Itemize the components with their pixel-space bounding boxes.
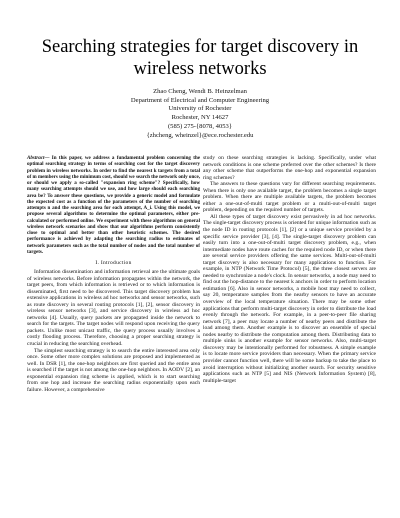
abstract xyxy=(27,155,200,255)
author-phone: (585) 275-{8078, 4053} xyxy=(167,122,233,130)
body-paragraph: study on these searching strategies is lacking. Specifically, under what network conditions is one scheme preferred over the other schemes? Is there any other scheme that outperforms the one-hop and exponential expansion ring schemes? xyxy=(203,155,376,181)
left-column xyxy=(27,155,200,393)
paper-title: Searching strategies for target discovery in wireless networks xyxy=(41,37,359,79)
right-column xyxy=(203,155,376,384)
author-names: Zhao Cheng, Wendi B. Heinzelman xyxy=(153,88,247,95)
author-block xyxy=(60,88,340,140)
section-heading: I. Introduction xyxy=(95,260,132,266)
author-email: {zhcheng, wheinzel}@ece.rochester.edu xyxy=(146,131,254,139)
author-city: Rochester, NY 14627 xyxy=(171,114,229,122)
abstract-label: Abstract xyxy=(27,155,45,161)
body-paragraph: Information dissemination and information retrieval are the ultimate goals of wireless networks. Before information propagates within the network, the target peers, from which information is retrieved or to which information is disseminated, first need to be discovered. This target discovery problem has extensive applications in wireless ad hoc networks and sensor networks, such as route discovery in several routing protocols [1], [2], sensor discovery in wireless sensor networks [3], and service discovery in wireless ad hoc networks [4]. Usually, query packets are propagated inside the network to search for the targets. The target nodes will respond upon receiving the query packets. Unlike most unicast traffic, the query process usually involves a costly flooding process. Therefore, choosing a proper searching strategy is crucial in reducing the searching overhead. xyxy=(27,269,200,348)
author-department: Department of Electrical and Computer Engineering xyxy=(130,96,270,104)
author-university: University of Rochester xyxy=(168,105,232,113)
body-paragraph: All these types of target discovery exist pervasively in ad hoc networks. The single-target discovery process is oriented for unique information such as the node ID in routing protocols [1], [2] or a unique service provided by a specific service provider [3], [4]. The single-target discovery problem can easily turn into a one-out-of-multi target discovery problem, e.g., when intermediate nodes have route caches for the required node ID, or when there are several service providers offering the same services. Multi-out-of-multi target discovery is also necessary for many applications to function. For example, in NTP (Network Time Protocol) [5], the three closest servers are needed to synchronize a node's clock. In sensor networks, a node may need to find out the hop-distance to the nearest k anchors in order to perform location estimation [6]. Also in sensor networks, a mobile host may need to collect, say 20, temperature samples from the nearby sensors to have an accurate overview of the local temperature situation. There may be some other applications that perform multi-target discovery in order to distribute the load evenly through the network. For example, in a peer-to-peer file sharing network [7], a peer may locate a number of nearby peers and distribute the load among them. Another example is to discover an ensemble of special nodes nearby to distribute the computation among them. Distributing data to multiple sinks is another example for sensor networks. Also, multi-target discovery may be intentionally performed for robustness. A simple example is to locate more service providers than necessary. When the primary service provider cannot function well, there will be some backup to take the place to avoid interruption without initializing another search. For security sensitive applications such as NTP [5] and NIS (Network Information System) [8], multiple-target xyxy=(203,213,376,384)
abstract-text: — In this paper, we address a fundamental problem concerning the optimal searching strategy in terms of searching cost for the target discovery problem in wireless networks. In order to find the nearest k targets from a total of m members using the minimum cost, should we search the network only once, or should we apply a so-called "expansion ring scheme"? Specifically, how many searching attempts should we use, and how large should each searching area be? To answer these questions, we provide a generic model and formulate the expected cost as a function of the parameters of the number of searching attempts n and the searching area for each attempt, A_i. Using this model, we propose several algorithms to determine the optimal parameters, either pre-calculated or performed online. We experiment with these algorithms on general wireless network scenarios and show that our algorithms perform consistently close to optimal and better than other heuristic schemes. The desired performance is achieved by adapting the searching radius to estimates of network parameters such as the total number of nodes and the total number of targets. xyxy=(27,155,200,255)
body-paragraph: The answers to these questions vary for different searching requirements. When there is only one available target, the problem becomes a single target problem. When there are multiple available targets, the problem becomes either a one-out-of-multi target problem or a multi-out-of-multi target problem, depending on the required number of targets. xyxy=(203,181,376,214)
body-paragraph: The simplest searching strategy is to search the entire interested area only once. Some other more complex solutions are proposed and implemented as well. In DSR [1], the one-hop neighbors are first queried and the entire area is searched if the target is not among the one-hop neighbors. In AODV [2], an exponential expansion ring scheme is applied, which is to start searching from one hop and increase the searching radius exponentially upon each failure. However, a comprehensive xyxy=(27,347,200,393)
